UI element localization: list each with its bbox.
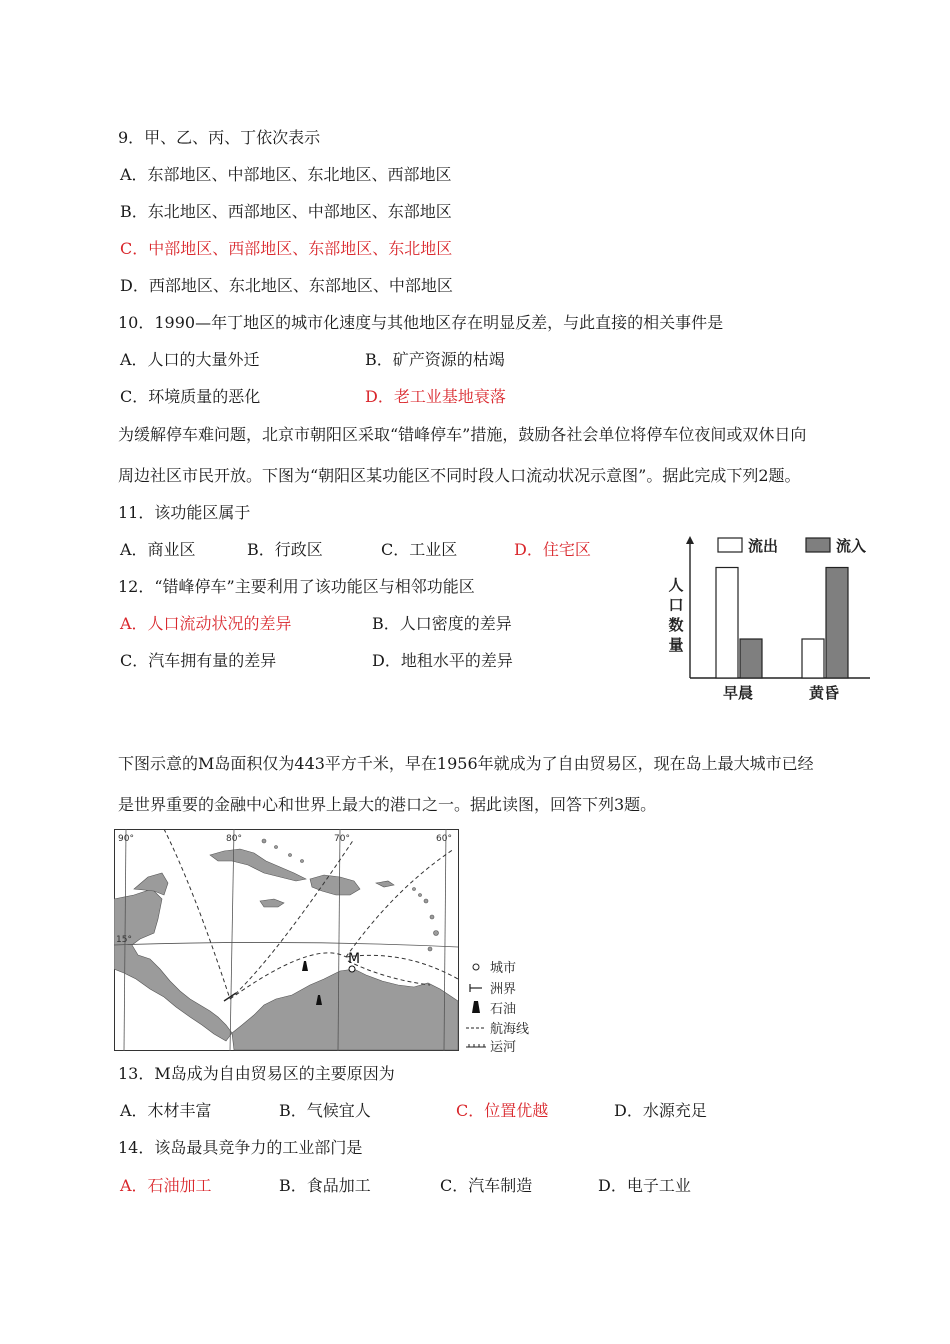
legend-label-1: 流出 [748, 537, 779, 555]
q9-option-c-answer: C．中部地区、西部地区、东部地区、东北地区 [120, 239, 453, 258]
q12-option-b: B．人口密度的差异 [372, 614, 512, 633]
q11-stem: 11．该功能区属于 [118, 503, 251, 522]
q10-option-a: A．人口的大量外迁 [120, 350, 260, 369]
legend-city: 城市 [490, 961, 517, 976]
q10-option-c: C．环境质量的恶化 [120, 387, 261, 406]
q9-option-a: A．东部地区、中部地区、东北地区、西部地区 [120, 165, 452, 184]
legend-oil-symbol [472, 1001, 480, 1013]
intro-parking-line1: 为缓解停车难问题，北京市朝阳区采取“错峰停车”措施，鼓励各社会单位将停车位夜间或双休日向 [118, 425, 807, 444]
q13-option-a: A．木材丰富 [120, 1101, 212, 1120]
q14-option-d: D．电子工业 [598, 1176, 691, 1195]
island-dot [424, 899, 428, 903]
q12-option-d: D．地租水平的差异 [372, 651, 513, 670]
bar-黄昏-流入 [826, 568, 848, 679]
q13-option-d: D．水源充足 [614, 1101, 707, 1120]
q14-option-c: C．汽车制造 [440, 1176, 533, 1195]
bar-黄昏-流出 [802, 639, 824, 678]
q9-option-d: D．西部地区、东北地区、东部地区、中部地区 [120, 276, 453, 295]
q11-option-d-answer: D．住宅区 [514, 540, 591, 559]
intro-island-line2: 是世界重要的金融中心和世界上最大的港口之一。据此读图，回答下列3题。 [118, 795, 657, 814]
lon-label-60: 60° [436, 834, 452, 844]
island-dot [275, 846, 278, 849]
q13-stem: 13．M岛成为自由贸易区的主要原因为 [118, 1064, 395, 1083]
legend-city-symbol [473, 964, 479, 970]
legend-oil: 石油 [490, 1002, 517, 1017]
legend-canal-symbol [466, 1044, 486, 1047]
legend-swatch-2 [806, 538, 830, 552]
island-dot [301, 860, 304, 863]
q12-option-c: C．汽车拥有量的差异 [120, 651, 277, 670]
population-flow-chart [660, 530, 880, 710]
q11-option-b: B．行政区 [247, 540, 323, 559]
q12-stem: 12．“错峰停车”主要利用了该功能区与相邻功能区 [118, 577, 475, 596]
intro-parking-line2: 周边社区市民开放。下图为“朝阳区某功能区不同时段人口流动状况示意图”。据此完成下列2题。 [118, 466, 801, 485]
bar-早晨-流入 [740, 639, 762, 678]
city-m-label: M [348, 951, 361, 967]
y-axis-label-char: 人 [668, 576, 684, 594]
q11-option-a: A．商业区 [120, 540, 196, 559]
y-axis-arrow [686, 536, 694, 544]
q13-option-c-answer: C．位置优越 [456, 1101, 549, 1120]
q10-stem: 10．1990—年丁地区的城市化速度与其他地区存在明显反差，与此直接的相关事件是 [118, 313, 724, 332]
chart-legend [718, 537, 866, 555]
legend-boundary: 洲界 [490, 982, 517, 997]
q13-option-b: B．气候宜人 [279, 1101, 371, 1120]
legend-canal: 运河 [490, 1040, 517, 1054]
y-axis-label-char: 量 [668, 636, 684, 654]
legend-route: 航海线 [490, 1022, 530, 1037]
legend-boundary-symbol [470, 984, 482, 992]
map-legend [466, 961, 529, 1054]
island-dot [289, 854, 292, 857]
island-dot [428, 947, 432, 951]
lat-label-15: 15° [116, 935, 132, 945]
bar-早晨-流出 [716, 568, 738, 679]
q14-option-b: B．食品加工 [279, 1176, 371, 1195]
q10-option-b: B．矿产资源的枯竭 [365, 350, 505, 369]
x-tick-label: 早晨 [722, 684, 754, 702]
q10-option-d-answer: D．老工业基地衰落 [365, 387, 506, 406]
y-axis-label-char: 数 [668, 616, 684, 634]
intro-island-line1: 下图示意的M岛面积仅为443平方千米，早在1956年就成为了自由贸易区，现在岛上最大城市已经 [118, 754, 814, 773]
x-tick-label: 黄昏 [808, 684, 840, 702]
island-dot [262, 839, 266, 843]
island-dot [419, 894, 422, 897]
q9-option-b: B．东北地区、西部地区、中部地区、东部地区 [120, 202, 452, 221]
q11-option-c: C．工业区 [381, 540, 458, 559]
q14-option-a-answer: A．石油加工 [120, 1176, 212, 1195]
lon-label-80: 80° [226, 834, 242, 844]
q9-stem: 9．甲、乙、丙、丁依次表示 [118, 128, 321, 147]
q14-stem: 14．该岛最具竞争力的工业部门是 [118, 1138, 363, 1157]
island-dot [434, 931, 439, 936]
caribbean-map [114, 829, 544, 1054]
lon-label-90: 90° [118, 834, 134, 844]
q12-option-a-answer: A．人口流动状况的差异 [120, 614, 292, 633]
legend-label-2: 流入 [836, 537, 867, 555]
chart-bars [716, 568, 848, 679]
legend-swatch-1 [718, 538, 742, 552]
island-dot [430, 915, 434, 919]
island-dot [413, 888, 416, 891]
y-axis-label-char: 口 [668, 596, 684, 614]
lon-label-70: 70° [334, 834, 350, 844]
